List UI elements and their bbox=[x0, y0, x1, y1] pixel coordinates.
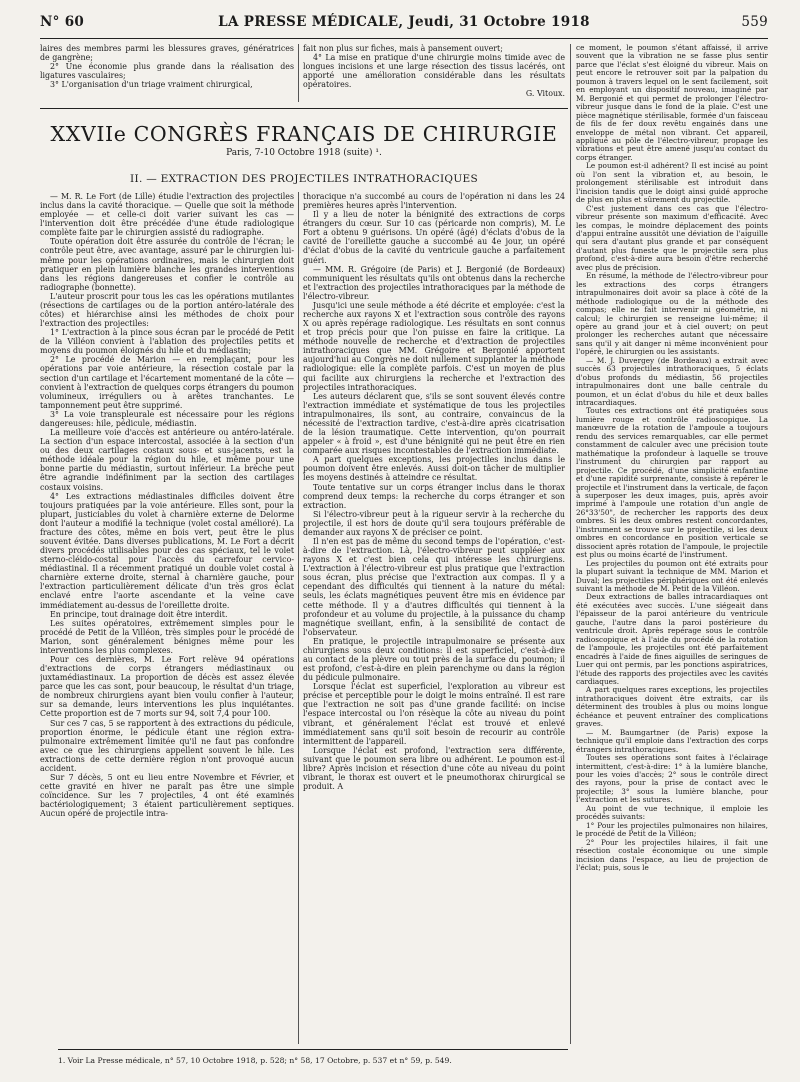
top-middle-continuation bbox=[303, 44, 565, 104]
paragraph: — MM. R. Grégoire (de Paris) et J. Bergonié (de Bordeaux) communiquent les résultats qu'ils ont obtenus dans la recherche et l'extraction des projectiles intrathoraciques par la méthode de l'électro-vibreur. bbox=[303, 264, 565, 301]
paragraph: L'auteur proscrit pour tous les cas les opérations mutilantes (résections de cartilages ou de la portion antéro-latérale des côtes) et hiérarchise ainsi les méthodes de choix pour l'extraction des projectiles: bbox=[40, 291, 294, 329]
column-divider bbox=[570, 44, 571, 1044]
paragraph: A part quelques exceptions, les projectiles inclus dans le poumon doivent être enlevés. Aussi doit-on tâcher de multiplier les moyens destinés à atteindre ce résultat. bbox=[303, 455, 565, 483]
congress-subtitle: Paris, 7-10 Octobre 1918 (suite) ¹. bbox=[226, 148, 382, 158]
paragraph: 2° Pour les projectiles hilaires, il fait une résection costale économique ou une simple incision dans l'espace, au lieu de projection de l'éclat; puis, sous le bbox=[576, 837, 768, 872]
top-left-continuation bbox=[40, 44, 294, 104]
paragraph: fait non plus sur fiches, mais à pansement ouvert; bbox=[303, 44, 503, 53]
paragraph: Les suites opératoires, extrêmement simples pour le procédé de Petit de la Villéon, très simples pour le procédé de Marion, sont généralement bénignes même pour les interventions les plus complexes. bbox=[40, 618, 294, 655]
paragraph: 2° Le procédé de Marion — en remplaçant, pour les opérations par voie antérieure, la résection costale par la section d'un cartilage et l'écartement momentané de la côte — convient à l'extraction de quelques corps étrangers du poumon volumineux, irréguliers ou à arêtes tranchantes. Le tamponnement peut être supprimé. bbox=[40, 355, 294, 410]
paragraph: Au point de vue technique, il emploie les procédés suivants: bbox=[576, 803, 768, 822]
column-3 bbox=[576, 44, 768, 1064]
paragraph: 2° Une économie plus grande dans la réalisation des ligatures vasculaires; bbox=[40, 62, 294, 81]
paragraph: thoracique n'a succombé au cours de l'opération ni dans les 24 premières heures après l'intervention. bbox=[303, 192, 565, 211]
signature: G. Vitoux. bbox=[525, 89, 565, 99]
paragraph: Lorsque l'éclat est profond, l'extraction sera différente, suivant que le poumon sera libre ou adhérent. Le poumon est-il libre? Après incision et résection d'une côte au niveau du point vibrant, le thorax est ouvert et le pneumothorax chirurgical se produit. A bbox=[303, 745, 565, 792]
paragraph: Jusqu'ici une seule méthode a été décrite et employée: c'est la recherche aux rayons X et l'extraction sous contrôle des rayons X ou après repérage radiologique. Les résultats en sont connus et trop précis pour que l'on puisse en faire la critique. La méthode nouvelle de recherche et d'extraction de projectiles intrathoraciques que MM. Grégoire et Bergonié apportent aujourd'hui au Congrès ne doit nullement supplanter la méthode radiologique: elle la complète parfois. C'est un moyen de plus qui facilite aux chirurgiens la recherche et l'extraction des projectiles intrathoraciques. bbox=[303, 300, 565, 392]
header-rule bbox=[40, 38, 768, 39]
column-2 bbox=[303, 192, 565, 1044]
paragraph: Si l'électro-vibreur peut à la rigueur servir à la recherche du projectile, il est hors de doute qu'il sera toujours préférable de demander aux rayons X de préciser ce point. bbox=[303, 509, 565, 537]
column-divider bbox=[298, 192, 299, 1044]
paragraph: Toutes ses opérations sont faites à l'éclairage intermittent, c'est-à-dire: 1° à la lumière blanche, pour les voies d'accès; 2° sous le contrôle direct des rayons, pour la prise de contact avec le projectile; 3° sous la lumière blanche, pour l'extraction et les sutures. bbox=[576, 753, 768, 805]
paragraph: Deux extractions de balles intracardiaques ont été exécutées avec succès. L'une siégeait dans l'épaisseur de la paroi antérieure du ventricule gauche, l'autre dans la paroi postérieure du ventricule droit. Après repérage sous le contrôle radioscopique et à l'aide du procédé de la rotation de l'ampoule, les projectiles ont été parfaitement encadrés à l'aide de fines aiguilles de seringues de Luer qui ont permis, par les ponctions aspiratrices, l'étude des rapports des projectiles avec les cavités cardiaques. bbox=[576, 592, 768, 686]
footnote-rule bbox=[58, 1049, 568, 1050]
column-divider bbox=[298, 44, 299, 102]
paragraph: Il n'en est pas de même du second temps de l'opération, c'est-à-dire de l'extraction. Là, l'électro-vibreur peut suppléer aux rayons X et c'est bien cela qui intéresse les chirurgiens. L'extraction à l'électro-vibreur est plus pratique que l'extraction sous écran, plus précise que l'extraction aux compas. Il y a cependant des difficultés qui tiennent à la nature du métal: seuls, les éclats magnétiques peuvent être mis en évidence par cette méthode. Il y a d'autres difficultés qui tiennent à la profondeur et au volume du projectile, à la puissance du champ magnétique sveillant, enfin, à la sensibilité de contact de l'observateur. bbox=[303, 536, 565, 637]
paragraph: 3° L'organisation d'un triage vraiment chirurgical, bbox=[50, 80, 253, 90]
paragraph: 1° Pour les projectiles pulmonaires non hilaires, le procédé de Petit de la Villéon; bbox=[576, 820, 768, 839]
page-header bbox=[40, 14, 768, 36]
paragraph: C'est justement dans ces cas que l'électro-vibreur présente son maximum d'efficacité. Avec les compas, le moindre déplacement des points d'appui entraîne aussitôt une déviation de l'aiguille qui sera d'autant plus grande et par conséquent d'autant plus funeste que le projectile sera plus profond, c'est-à-dire aura besoin d'être recherché avec plus de précision. bbox=[576, 203, 768, 272]
paragraph: Les auteurs déclarent que, s'ils se sont souvent élevés contre l'extraction immédiate et systématique de tous les projectiles intrapulmonaires, ils sont, au contraire, convaincus de la nécessité de l'extraction tardive, c'est-à-dire après cicatrisation de la lésion traumatique. Cette intervention, qu'on pourrait appeler « à froid », est d'une bénignité qui ne peut être en rien comparée aux risques incontestables de l'extraction immédiate. bbox=[303, 391, 565, 456]
column-1 bbox=[40, 192, 294, 1044]
paragraph: 1° L'extraction à la pince sous écran par le procédé de Petit de la Villéon convient à l'ablation des projectiles petits et moyens du poumon éloignés du hile et du médiastin; bbox=[40, 328, 294, 356]
paragraph: En pratique, le projectile intrapulmonaire se présente aux chirurgiens sous deux conditions: il est superficiel, c'est-à-dire au contact de la plèvre ou tout près de la surface du poumon; il est profond, c'est-à-dire en plein parenchyme ou dans la région du pédicule pulmonaire. bbox=[303, 636, 565, 683]
section-rule bbox=[40, 108, 568, 109]
paragraph: Pour ces dernières, M. Le Fort relève 94 opérations d'extractions de corps étrangers médiastinaux ou juxtamédiastinaux. La proportion de décès est assez élevée parce que les cas sont, pour beaucoup, le résultat d'un triage, de nombreux chirurgiens ayant bien voulu confier à l'auteur, sur sa demande, leurs interventions les plus inquiétantes. Cette proportion est de 7 morts sur 94, soit 7,4 pour 100. bbox=[40, 654, 294, 719]
paragraph: La meilleure voie d'accès est antérieure ou antéro-latérale. La section d'un espace intercostal, associée à la section d'un ou des deux cartilages costaux sous- et sus-jacents, est la méthode idéale pour la région du hile, et même pour une bonne partie du médiastin, surtout inférieur. La brèche peut être agrandie indéfiniment par la section des cartilages costaux voisins. bbox=[40, 428, 294, 492]
paragraph: Toute opération doit être assurée du contrôle de l'écran; le contrôle peut être, avec avantage, assuré par le chirurgien lui-même pour les opérations ordinaires, mais le chirurgien doit pratiquer en plein lumière blanche les grandes interventions dans les régions dangereuses et confier le contrôle au radiographe (bonnette). bbox=[40, 237, 294, 292]
paragraph: Lorsque l'éclat est superficiel, l'exploration au vibreur est précise et perceptible pour le doigt le moins entraîné. Il est rare que l'extraction ne soit pas d'une grande facilité: on incise l'espace intercostal ou l'on résèque la côte au niveau du point vibrant, et généralement l'éclat est trouvé et enlevé immédiatement sans qu'il soit besoin de recourir au contrôle intermittent de l'appareil. bbox=[303, 682, 565, 746]
paragraph: Toute tentative sur un corps étranger inclus dans le thorax comprend deux temps: la recherche du corps étranger et son extraction. bbox=[303, 482, 565, 510]
paragraph: En résumé, la méthode de l'électro-vibreur pour les extractions des corps étrangers intrapulmonaires doit avoir sa place à côté de la méthode radiologique ou de la méthode des compas; elle ne fait intervenir ni géométrie, ni calcul; le chirurgien se renseigne lui-même; il opère au grand jour et à ciel ouvert; on peut prolonger les recherches autant que nécessaire sans qu'il y ait danger ni même inconvénient pour l'opéré, le chirurgien ou les assistants. bbox=[576, 271, 768, 357]
page-number: 559 bbox=[741, 14, 768, 30]
paragraph: En principe, tout drainage doit être interdit. bbox=[50, 609, 228, 619]
paragraph: — M. R. Le Fort (de Lille) étudie l'extraction des projectiles inclus dans la cavité thoracique. — Quelle que soit la méthode employée — et celle-ci doit varier suivant les cas — l'intervention doit être précédée d'une étude radiologique complète faite par le chirurgien assisté du radiographe. bbox=[40, 192, 294, 238]
paragraph: Les projectiles du poumon ont été extraits pour la plupart suivant la technique de MM. Marion et Duval; les projectiles périphériques ont été enlevés suivant la méthode de M. Petit de la Villéon. bbox=[576, 558, 768, 593]
paragraph: A part quelques rares exceptions, les projectiles intrathoraciques doivent être extraits, car ils déterminent des troubles à plus ou moins longue échéance et peuvent entraîner des complications graves. bbox=[576, 685, 768, 729]
paragraph: 4° La mise en pratique d'une chirurgie moins timide avec de longues incisions et une large résection des tissus lacérés, ont apporté une amélioration considérable dans les résultats opératoires. bbox=[303, 53, 565, 90]
footnote: 1. Voir La Presse médicale, n° 57, 10 Octobre 1918, p. 528; n° 58, 17 Octobre, p. 537 et n° 59, p. 549. bbox=[58, 1056, 452, 1065]
paragraph: — M. Baumgartner (de Paris) expose la technique qu'il emploie dans l'extraction des corps étrangers intrathoraciques. bbox=[576, 727, 768, 754]
paragraph: Sur 7 décès, 5 ont eu lieu entre Novembre et Février, et cette gravité en hiver ne paraît pas être une simple coïncidence. Sur les 7 projectiles, 4 ont été examinés bactériologiquement; 3 étaient particulièrement septiques. Aucun opéré de projectile intra- bbox=[40, 773, 294, 819]
masthead: LA PRESSE MÉDICALE, Jeudi, 31 Octobre 1918 bbox=[218, 14, 590, 30]
paragraph: — M. J. Duvergey (de Bordeaux) a extrait avec succès 63 projectiles intrathoraciques, 5 éclats d'obus profonds du médiastin, 56 projectiles intrapulmonaires dont une balle centrale du poumon, et un éclat d'obus du hile et deux balles intracardiaques. bbox=[576, 355, 768, 408]
issue-number: N° 60 bbox=[40, 14, 85, 30]
paragraph: Sur ces 7 cas, 5 se rapportent à des extractions du pédicule, proportion énorme, le pédicule étant une région extra-pulmonaire extrêmement limitée qu'il ne faut pas confondre avec ce que les chirurgiens appellent souvent le hile. Les extractions de cette dernière région n'ont provoqué aucun accident. bbox=[40, 718, 294, 773]
section-heading: II. — EXTRACTION DES PROJECTILES INTRATHORACIQUES bbox=[130, 173, 478, 185]
paragraph: ce moment, le poumon s'étant affaissé, il arrive souvent que la vibration ne se fasse plus sentir parce que l'éclat s'est éloigné du vibreur. Mais on peut encore le retrouver soit par la palpation du poumon à travers lequel on le sent facilement, soit en employant un dispositif nouveau, imaginé par M. Bergonié et qui permet de prolonger l'électro-vibreur jusque dans le fond de la plaie. C'est une pièce magnétique stérilisable, formée d'un faisceau de fils de fer doux revêtu engainés dans une enveloppe de métal non vibrant. Cet appareil, appliqué au pôle de l'électro-vibreur, propage les vibrations et peut être amené jusqu'au contact du corps étranger. bbox=[576, 44, 768, 162]
paragraph: Toutes ces extractions ont été pratiquées sous lumière rouge et contrôle radioscopique. La manœuvre de la rotation de l'ampoule a toujours rendu des services remarquables, car elle permet constamment de calculer avec une précision toute mathématique la profondeur à laquelle se trouve l'instrument du chirurgien par rapport au projectile. Ce procédé, d'une simplicité enfantine et d'une rapidité surprenante, consiste à repérer le projectile et l'instrument dans la verticale, de façon à superposer les deux images, puis, après avoir imprimé à l'ampoule une rotation d'un angle de 26°33'50", de rechercher les rapports des deux ombres. Si les deux ombres restent concordantes, l'instrument se trouve sur le projectile, si les deux ombres en concordance en position verticale se dissocient après rotation de l'ampoule, le projectile est plus ou moins écarté de l'instrument. bbox=[576, 406, 768, 560]
paragraph: 4° Les extractions médiastinales difficiles doivent être toujours pratiquées par la voie antérieure. Elles sont, pour la plupart, justiciables du volet à charnière externe de Delorme dont l'auteur a modifié la technique (volet costal amélioré). La fracture des côtes, même en bois vert, peut être le plus souvent évitée. Dans diverses publications, M. Le Fort a décrit divers procédés utilisables pour des cas spéciaux, tel le volet sterno-cléido-costal pour l'accès du carrefour cervico-médiastinal. Il a récemment pratiqué un double volet costal à charnière externe droite, sternal à charnière gauche, pour l'extraction particulièrement délicate d'un très gros éclat enclavé entre l'aorte ascendante et la veine cave immédiatement au-dessus de l'oreillette droite. bbox=[40, 491, 294, 610]
paragraph: 3° La voie transpleurale est nécessaire pour les régions dangereuses: hile, pédicule, médiastin. bbox=[40, 409, 294, 428]
congress-title: XXVIIe CONGRÈS FRANÇAIS DE CHIRURGIE bbox=[50, 122, 558, 146]
paragraph: laires des membres parmi les blessures graves, génératrices de gangrène; bbox=[40, 44, 294, 63]
paragraph: Le poumon est-il adhérent? Il est incisé au point où l'on sent la vibration et, au besoin, le prolongement stérilisable est introduit dans l'incision tandis que le doigt ainsi guidé approche de plus en plus et sûrement du projectile. bbox=[576, 161, 768, 205]
paragraph: Il y a lieu de noter la bénignité des extractions de corps étrangers du cœur. Sur 10 cas (péricarde non compris), M. Le Fort a obtenu 9 guérisons. Un opéré (âgé) d'éclats d'obus de la cavité de l'oreillette gauche a succombé au 4e jour, un opéré d'éclat d'obus de la cavité du ventricule gauche a parfaitement guéri. bbox=[303, 210, 565, 265]
